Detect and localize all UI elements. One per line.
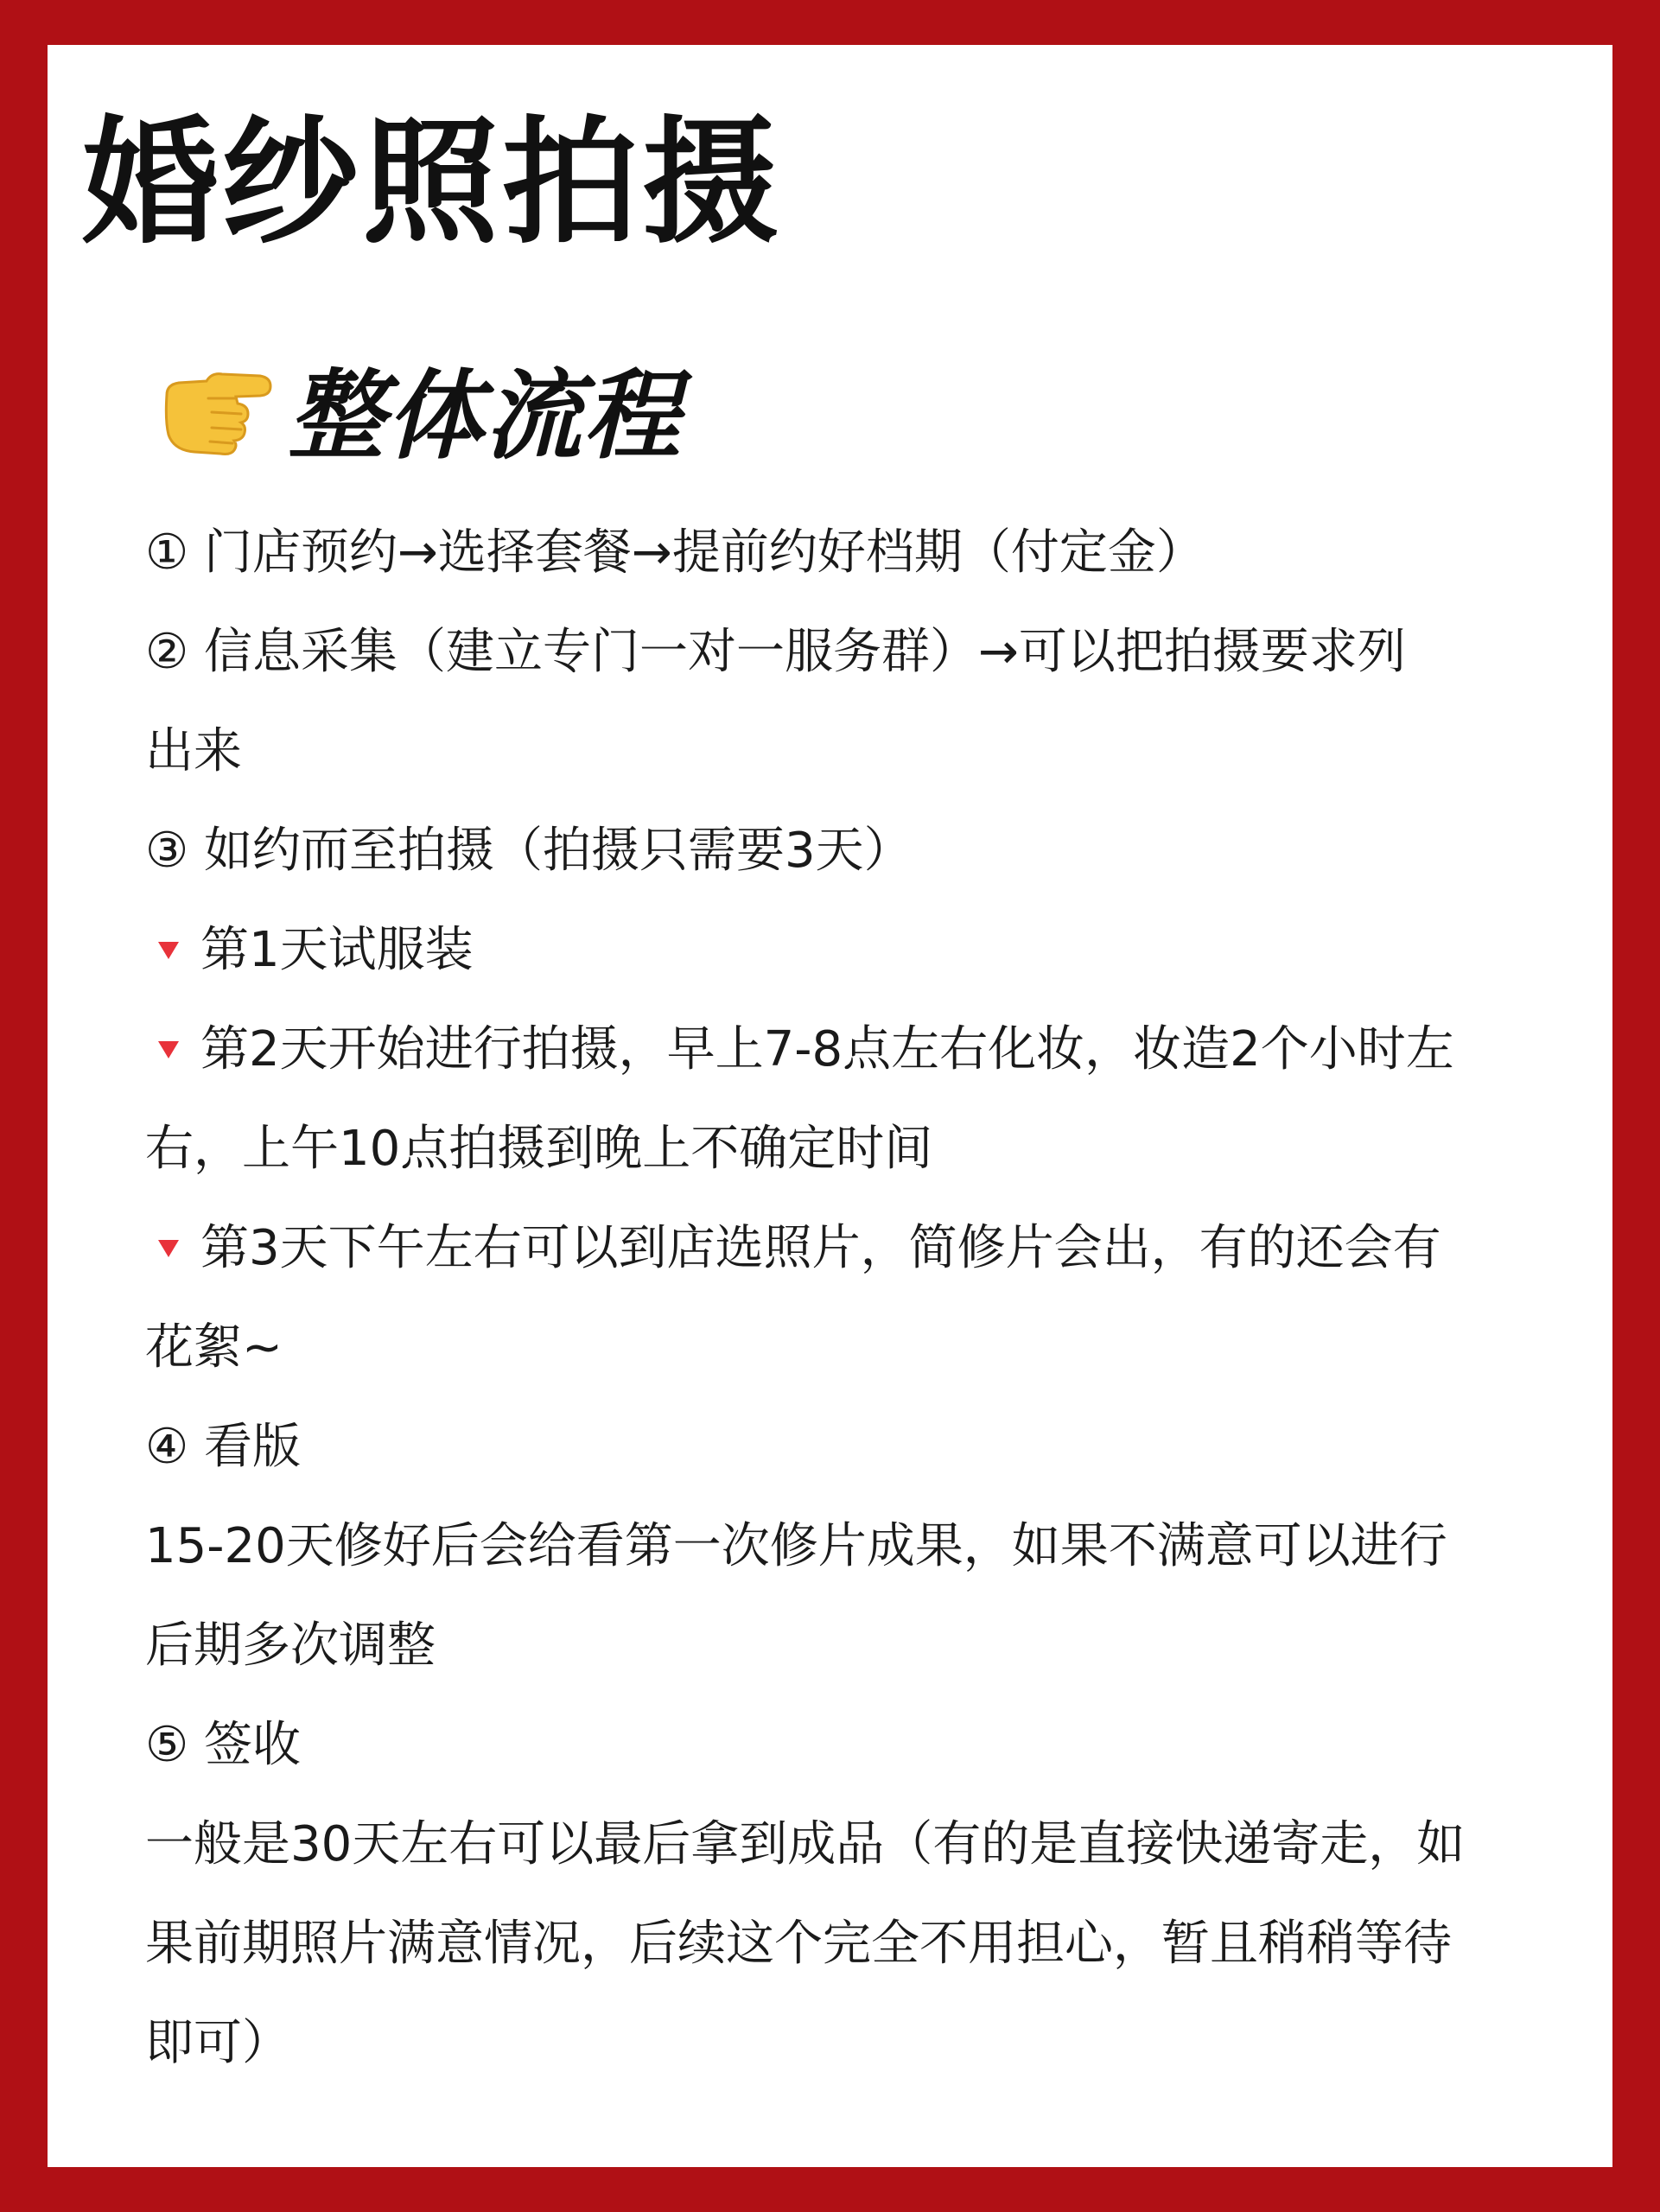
- content-card: [48, 45, 1612, 2167]
- step-5-line: ⑤ 签收: [145, 1717, 302, 1773]
- page-title: 婚纱照拍摄: [82, 104, 782, 263]
- day-3-item: [145, 1198, 1562, 1298]
- down-triangle-icon: [156, 937, 181, 963]
- step-4-detail: 15-20天修好后会给看第一次修片成果，如果不满意可以进行: [145, 1518, 1447, 1574]
- day-3-text: 第3天下午左右可以到店选照片，简修片会出，有的还会有: [200, 1220, 1441, 1276]
- step-1-line: ① 门店预约→选择套餐→提前约好档期（付定金）: [145, 524, 1205, 581]
- down-triangle-icon: [156, 1036, 181, 1062]
- step-5-detail: 一般是30天左右可以最后拿到成品（有的是直接快递寄走，如: [145, 1816, 1466, 1872]
- flow-content: [145, 503, 1562, 2093]
- day-1-text: 第1天试服装: [200, 922, 474, 978]
- section-heading: [160, 339, 682, 477]
- day-2-text-continued: 右，上午10点拍摄到晚上不确定时间: [145, 1121, 933, 1177]
- pointing-right-hand-icon: [160, 360, 272, 455]
- step-2-line: ② 信息采集（建立专门一对一服务群）→可以把拍摄要求列: [145, 624, 1406, 680]
- step-3-line: ③ 如约而至拍摄（拍摄只需要3天）: [145, 823, 913, 879]
- step-4-line: ④ 看版: [145, 1419, 302, 1475]
- section-heading-text: 整体流程: [288, 359, 682, 473]
- step-5-detail-end: 即可）: [145, 2015, 290, 2071]
- down-triangle-icon: [156, 1235, 181, 1261]
- step-4-detail-continued: 后期多次调整: [145, 1618, 436, 1674]
- day-1-item: [145, 900, 1562, 1000]
- day-3-text-continued: 花絮~: [145, 1319, 283, 1376]
- day-2-text: 第2天开始进行拍摄，早上7-8点左右化妆，妆造2个小时左: [200, 1021, 1454, 1077]
- step-2-line-continued: 出来: [145, 723, 242, 779]
- step-5-detail-continued: 果前期照片满意情况，后续这个完全不用担心，暂且稍稍等待: [145, 1916, 1452, 1972]
- day-2-item: [145, 1000, 1562, 1099]
